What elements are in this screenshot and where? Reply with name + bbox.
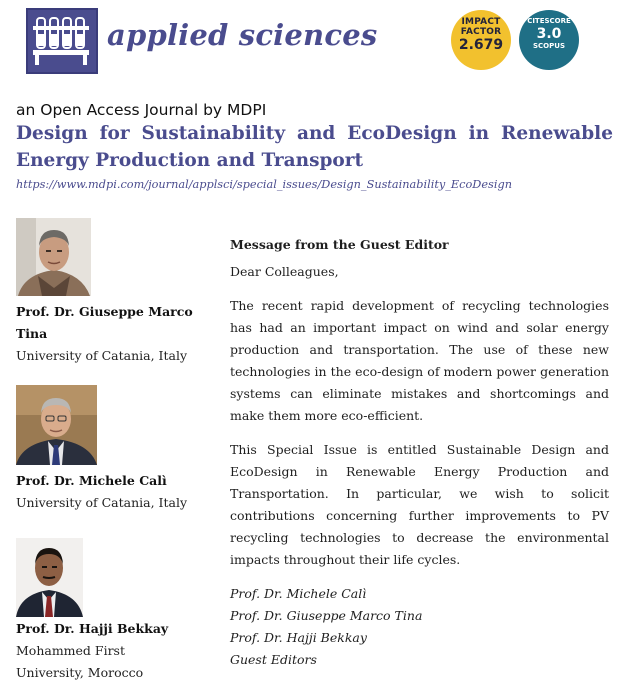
editor-photo-tina [16,218,91,296]
editor-affiliation: University of Catania, Italy [16,495,188,510]
editor-card [16,470,196,514]
special-issue-title: Design for Sustainability and EcoDesign in Renewable Energy Production and Transport [16,123,613,171]
citescore-label: CITESCORE [527,17,571,25]
editor-affiliation: Mohammed First University, Morocco [16,643,144,680]
citescore-value: 3.0 [536,26,562,42]
editor-photo-cali [16,385,97,465]
signature-role: Guest Editors [230,652,317,667]
signature-line: Prof. Dr. Giuseppe Marco Tina [230,608,423,623]
editor-card [16,301,196,367]
editor-affiliation: University of Catania, Italy [16,348,188,363]
message-greeting: Dear Colleagues, [230,264,339,279]
message-paragraph: This Special Issue is entitled Sustainable Design and EcoDesign in Renewable Energy Production and Transportation. In particular, we wish to solicit contributions concerning further improvements to PV recycling technologies to decrease the environmental impacts throughout their life cycles. [230,442,609,567]
journal-name[interactable]: applied sciences [107,18,378,52]
editor-portrait-image [16,538,83,617]
signature-line: Prof. Dr. Michele Calì [230,586,367,601]
impact-factor-value: 2.679 [458,37,504,53]
impact-factor-label: IMPACT [461,17,501,27]
editor-photo-bekkay [16,538,83,617]
editor-name: Prof. Dr. Hajji Bekkay [16,621,169,636]
message-paragraph: The recent rapid development of recycling technologies has had an important impact on wind and solar energy production and transportation. The use of these new technologies in the eco-design of modern power generation systems can eliminate mistakes and shortcomings and make them more eco-efficient. [230,298,609,423]
special-issue-link[interactable]: https://www.mdpi.com/journal/applsci/special_issues/Design_Sustainability_EcoDesign [16,178,512,191]
editor-portrait-image [16,218,91,296]
impact-factor-label-2: FACTOR [460,27,502,37]
editor-portrait-image [16,385,97,465]
journal-intro: an Open Access Journal by MDPI [16,101,267,119]
citescore-badge [519,10,579,70]
journal-logo-icon[interactable] [26,8,98,74]
guest-editor-message [230,234,609,671]
editor-card [16,618,196,684]
citescore-source: SCOPUS [533,42,565,50]
test-tubes-icon [28,10,96,72]
signature-line: Prof. Dr. Hajji Bekkay [230,630,367,645]
editor-name: Prof. Dr. Giuseppe Marco Tina [16,304,193,341]
message-heading: Message from the Guest Editor [230,237,449,252]
impact-factor-badge [451,10,511,70]
editor-name: Prof. Dr. Michele Calì [16,473,167,488]
